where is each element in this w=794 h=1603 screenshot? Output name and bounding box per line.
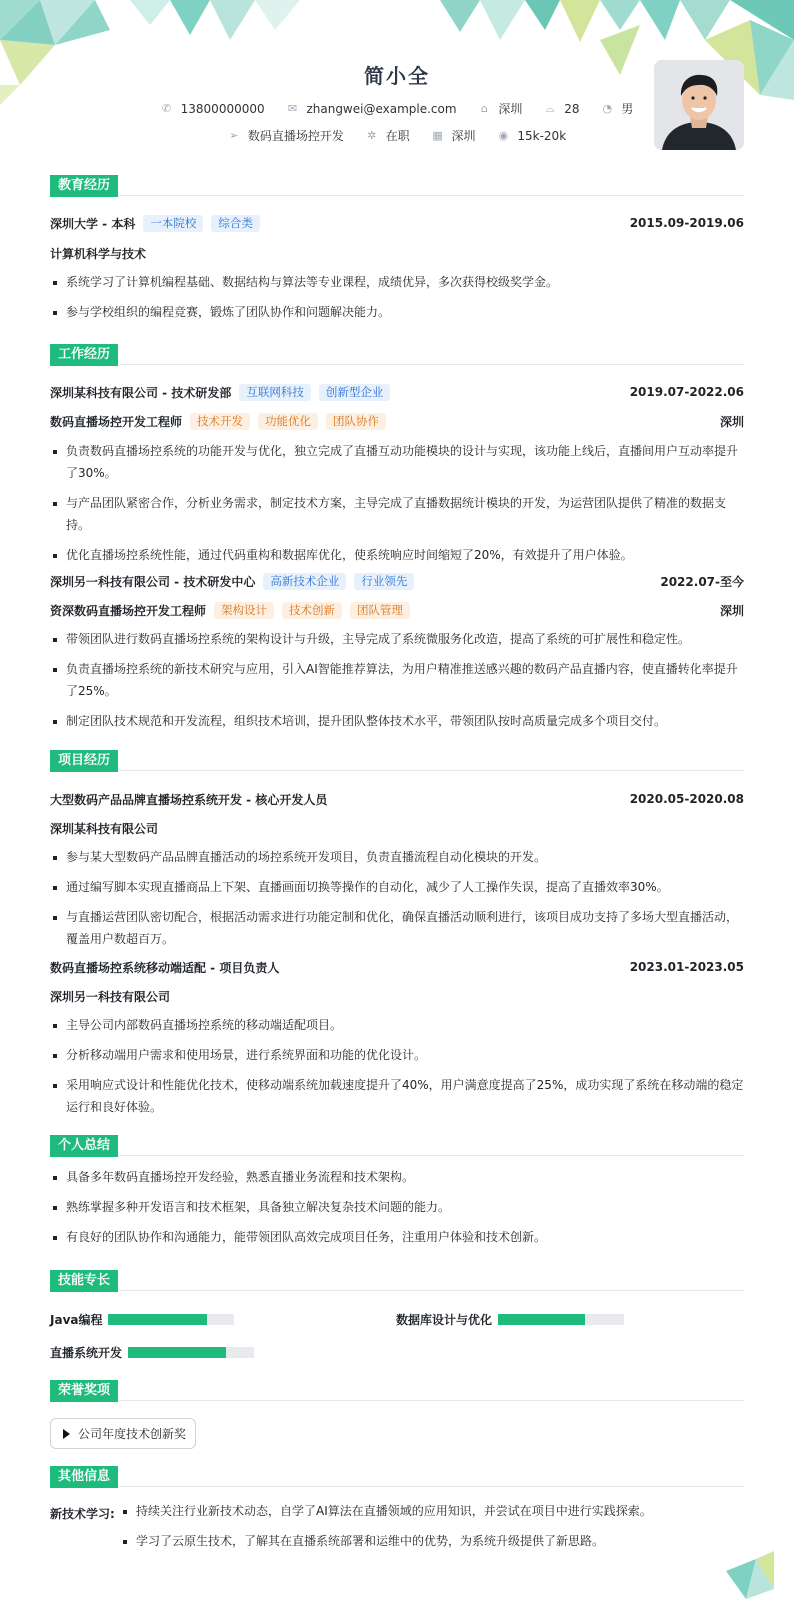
- section-title: 技能专长: [50, 1270, 118, 1292]
- summary-section-header: [50, 1135, 744, 1157]
- role-tag: 团队管理: [350, 602, 410, 619]
- section-title: 个人总结: [50, 1135, 118, 1157]
- list-item: 通过编写脚本实现直播商品上下架、直播画面切换等操作的自动化，减少了人工操作失误，提高了直播效率30%。: [50, 876, 744, 898]
- work-date: 2022.07-至今: [660, 574, 744, 589]
- skill-bar: [498, 1314, 624, 1325]
- skill-bar: [108, 1314, 234, 1325]
- summary-bullets: [50, 1166, 744, 1256]
- projects-section-header: [50, 750, 744, 772]
- role-tag: 团队协作: [326, 413, 386, 430]
- section-title: 工作经历: [50, 344, 118, 366]
- section-divider: [50, 364, 744, 365]
- list-item: 持续关注行业新技术动态，自学了AI算法在直播领域的应用知识，并尝试在项目中进行实践探索。: [120, 1500, 744, 1522]
- section-divider: [50, 1290, 744, 1291]
- honor-name: 公司年度技术创新奖: [78, 1427, 187, 1441]
- major-row: [50, 243, 744, 263]
- role-name: 数码直播场控开发工程师: [50, 414, 183, 429]
- list-item: 参与某大型数码产品品牌直播活动的场控系统开发项目，负责直播流程自动化模块的开发。: [50, 846, 744, 868]
- skill-item: [50, 1310, 234, 1328]
- project-company-row: [50, 986, 744, 1006]
- home-icon: ⌂: [480, 102, 488, 115]
- section-divider: [50, 770, 744, 771]
- gender-item: [601, 100, 633, 117]
- role-name: 资深数码直播场控开发工程师: [50, 603, 207, 618]
- list-item: 与直播运营团队密切配合，根据活动需求进行功能定制和优化，确保直播活动顺利进行，该项目成功支持了多场大型直播活动，覆盖用户数超百万。: [50, 906, 744, 950]
- section-divider: [50, 1155, 744, 1156]
- project-date: 2020.05-2020.08: [629, 792, 744, 806]
- project-company-row: [50, 818, 744, 838]
- avatar-photo: [654, 60, 744, 150]
- resume-header: [0, 0, 794, 160]
- role-tag: 功能优化: [258, 413, 318, 430]
- salary-icon: ◉: [498, 129, 509, 142]
- work-role-row: [50, 411, 744, 431]
- education-date: 2015.09-2019.06: [629, 216, 744, 230]
- work-role-row: [50, 600, 744, 620]
- list-item: 制定团队技术规范和开发流程，组织技术培训，提升团队整体技术水平，带领团队按时高质量完成多个项目交付。: [50, 710, 744, 732]
- project-title: 数码直播场控系统移动端适配 - 项目负责人: [50, 960, 280, 975]
- section-title: 教育经历: [50, 175, 118, 197]
- skill-item: [50, 1343, 254, 1361]
- status-item: [366, 127, 410, 144]
- company-tag: 互联网科技: [239, 384, 311, 401]
- list-item: 学习了云原生技术，了解其在直播系统部署和运维中的优势，为系统升级提供了新思路。: [120, 1530, 744, 1552]
- section-title: 项目经历: [50, 750, 118, 772]
- work-company-row: [50, 571, 744, 591]
- skills-section-header: [50, 1270, 744, 1292]
- building-icon: ▦: [432, 129, 443, 142]
- cake-icon: ⌓: [545, 102, 555, 115]
- phone-icon: ✆: [162, 102, 172, 115]
- list-item: 带领团队进行数码直播场控系统的架构设计与升级，主导完成了系统微服务化改造，提高了系统的可扩展性和稳定性。: [50, 628, 744, 650]
- play-icon: [63, 1429, 70, 1439]
- skill-name: 数据库设计与优化: [396, 1312, 493, 1327]
- list-item: 与产品团队紧密合作，分析业务需求，制定技术方案，主导完成了直播数据统计模块的开发，为运营团队提供了精准的数据支持。: [50, 492, 744, 536]
- other-label: 新技术学习:: [50, 1507, 115, 1521]
- email-item: [286, 102, 456, 116]
- role-tag: 技术开发: [190, 413, 250, 430]
- project-title-row: [50, 957, 744, 977]
- section-divider: [50, 1486, 744, 1487]
- list-item: 优化直播场控系统性能，通过代码重构和数据库优化，使系统响应时间缩短了20%，有效提升了用户体验。: [50, 544, 744, 566]
- target-city-item: [432, 127, 476, 144]
- honor-item[interactable]: [50, 1418, 196, 1449]
- list-item: 参与学校组织的编程竞赛，锻炼了团队协作和问题解决能力。: [50, 301, 744, 323]
- school-tag: 综合类: [211, 215, 260, 232]
- avatar: [654, 60, 744, 150]
- other-section-header: [50, 1466, 744, 1488]
- company-tag: 行业领先: [354, 573, 414, 590]
- company-name: 深圳另一科技有限公司 - 技术研发中心: [50, 574, 256, 589]
- age-text: 28: [564, 102, 580, 116]
- work-bullets: [50, 628, 744, 740]
- list-item: 具备多年数码直播场控开发经验，熟悉直播业务流程和技术架构。: [50, 1166, 744, 1188]
- skill-name: Java编程: [50, 1312, 103, 1327]
- education-section-header: [50, 175, 744, 197]
- work-city: 深圳: [719, 603, 744, 618]
- mail-icon: ✉: [287, 102, 298, 115]
- section-divider: [50, 1400, 744, 1401]
- send-icon: ➢: [229, 129, 239, 142]
- section-divider: [50, 195, 744, 196]
- list-item: 负责直播场控系统的新技术研究与应用，引入AI智能推荐算法，为用户精准推送感兴趣的数码产品直播内容，使直播转化率提升了25%。: [50, 658, 744, 702]
- skill-bar-fill: [128, 1347, 226, 1358]
- work-city: 深圳: [719, 414, 744, 429]
- list-item: 分析移动端用户需求和使用场景，进行系统界面和功能的优化设计。: [50, 1044, 744, 1066]
- other-bullets: [120, 1500, 744, 1560]
- skill-bar-fill: [108, 1314, 206, 1325]
- city-text: 深圳: [498, 102, 523, 116]
- gender-icon: ◔: [602, 102, 613, 115]
- list-item: 采用响应式设计和性能优化技术，使移动端系统加载速度提升了40%，用户满意度提高了25%，成功实现了系统在移动端的稳定运行和良好体验。: [50, 1074, 744, 1118]
- city-item: [478, 100, 522, 117]
- list-item: 有良好的团队协作和沟通能力，能带领团队高效完成项目任务，注重用户体验和技术创新。: [50, 1226, 744, 1248]
- salary-text: 15k-20k: [517, 128, 567, 143]
- section-title: 荣誉奖项: [50, 1380, 118, 1402]
- list-item: 负责数码直播场控系统的功能开发与优化，独立完成了直播互动功能模块的设计与实现，该功能上线后，直播间用户互动率提升了30%。: [50, 440, 744, 484]
- gender-text: 男: [621, 102, 634, 116]
- work-bullets: [50, 440, 744, 574]
- candidate-name: 简小全: [364, 64, 430, 88]
- project-bullets: [50, 846, 744, 958]
- work-company-row: [50, 382, 744, 402]
- project-company: 深圳某科技有限公司: [50, 821, 159, 836]
- company-tag: 创新型企业: [319, 384, 391, 401]
- section-title: 其他信息: [50, 1466, 118, 1488]
- list-item: 熟练掌握多种开发语言和技术框架，具备独立解决复杂技术问题的能力。: [50, 1196, 744, 1218]
- phone-text: 13800000000: [180, 101, 265, 116]
- major-name: 计算机科学与技术: [50, 246, 147, 261]
- skill-item: [396, 1310, 624, 1328]
- skill-name: 直播系统开发: [50, 1345, 123, 1360]
- status-text: 在职: [385, 129, 410, 143]
- project-bullets: [50, 1014, 744, 1126]
- target-city-text: 深圳: [451, 129, 476, 143]
- salary-item: [497, 129, 566, 143]
- school-tag: 一本院校: [143, 215, 203, 232]
- project-title-row: [50, 789, 744, 809]
- list-item: 主导公司内部数码直播场控系统的移动端适配项目。: [50, 1014, 744, 1036]
- education-row: [50, 213, 744, 233]
- list-item: 系统学习了计算机编程基础、数据结构与算法等专业课程，成绩优异，多次获得校级奖学金。: [50, 271, 744, 293]
- phone-item: [161, 102, 265, 116]
- skill-bar-fill: [498, 1314, 585, 1325]
- company-tag: 高新技术企业: [263, 573, 346, 590]
- settings-icon: ✲: [367, 129, 377, 142]
- age-item: [544, 102, 579, 116]
- project-date: 2023.01-2023.05: [629, 960, 744, 974]
- company-name: 深圳某科技有限公司 - 技术研发部: [50, 385, 232, 400]
- education-bullets: [50, 271, 744, 331]
- skill-bar: [128, 1347, 254, 1358]
- job-target-text: 数码直播场控开发: [247, 129, 344, 143]
- project-title: 大型数码产品品牌直播场控系统开发 - 核心开发人员: [50, 792, 328, 807]
- school-name: 深圳大学 - 本科: [50, 216, 136, 231]
- role-tag: 架构设计: [214, 602, 274, 619]
- project-company: 深圳另一科技有限公司: [50, 989, 171, 1004]
- work-section-header: [50, 344, 744, 366]
- job-target-item: [228, 127, 344, 144]
- honors-section-header: [50, 1380, 744, 1402]
- role-tag: 技术创新: [282, 602, 342, 619]
- email-text: zhangwei@example.com: [306, 101, 457, 116]
- work-date: 2019.07-2022.06: [629, 385, 744, 399]
